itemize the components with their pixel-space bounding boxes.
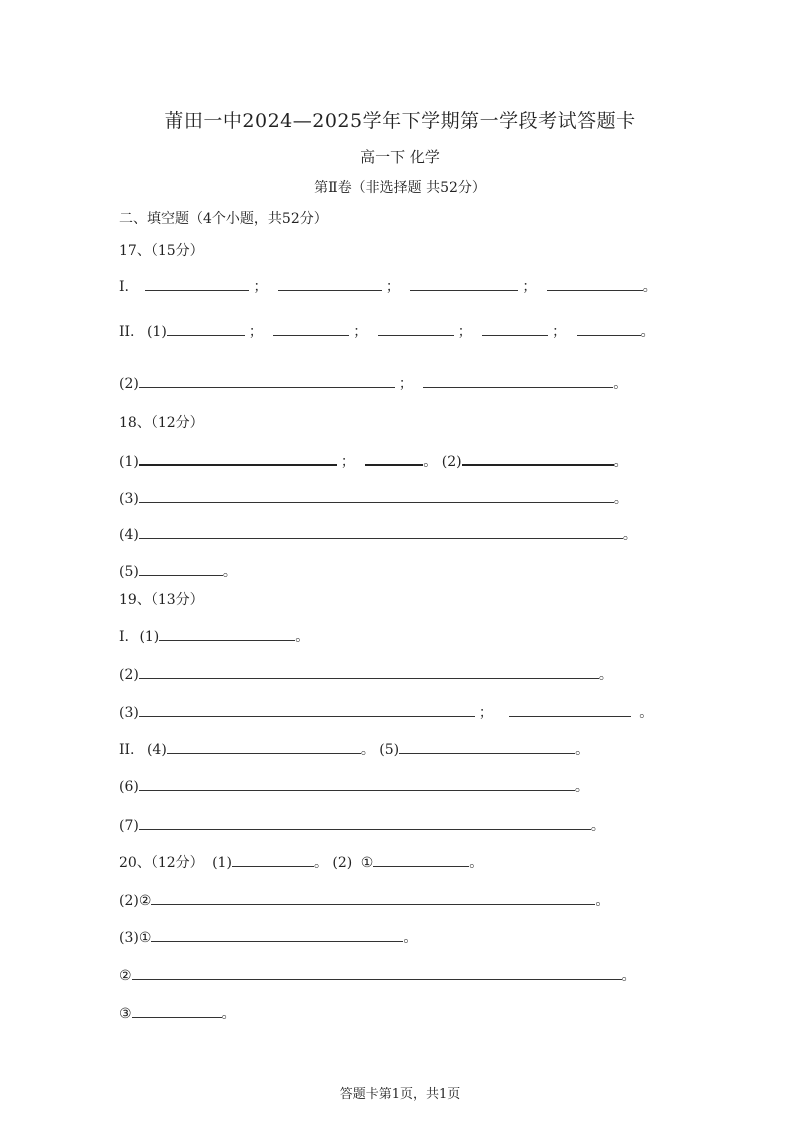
period: 。	[222, 564, 237, 580]
period: 。	[595, 893, 610, 909]
q19-2-blank[interactable]	[139, 664, 599, 679]
q20-first-row	[119, 852, 483, 872]
q17-ii-1-blank-3[interactable]	[378, 321, 454, 336]
q18-1-blank-1[interactable]	[139, 450, 337, 466]
q20-sub2-c2-row	[119, 890, 609, 910]
q17-part1-label: I.	[119, 279, 129, 295]
q19-3-blank-2[interactable]	[509, 702, 631, 717]
q18-sub2-label: (2)	[441, 454, 462, 470]
q19-sub7-row	[119, 815, 605, 835]
q17-part2-row	[119, 321, 655, 341]
q20-sub3-c1-row	[119, 927, 417, 947]
semicolon: ；	[398, 376, 413, 392]
q19-part2-label: II.	[119, 742, 135, 758]
q20-3-2-blank[interactable]	[132, 965, 622, 980]
q19-5-blank[interactable]	[399, 739, 575, 754]
q19-part2-row	[119, 739, 589, 759]
q18-sub5-label: (5)	[119, 564, 139, 580]
q20-3-3-blank[interactable]	[132, 1003, 222, 1018]
page-footer: 答题卡第1页，共1页	[339, 1087, 461, 1102]
q18-sub1-row	[119, 450, 628, 471]
semicolon: ；	[340, 454, 355, 470]
q17-ii-1-blank-1[interactable]	[167, 321, 245, 336]
q20-1-blank[interactable]	[232, 852, 314, 867]
q17-i-blank-2[interactable]	[278, 276, 382, 291]
q17-ii-1-blank-5[interactable]	[577, 321, 641, 336]
period: 。	[574, 779, 589, 795]
semicolon: ；	[353, 324, 368, 340]
q19-sub1-row	[119, 626, 309, 646]
page-subtitle: 高一下 化学	[360, 148, 440, 166]
period: 。	[613, 376, 628, 392]
q20-2-2-blank[interactable]	[151, 890, 595, 905]
q18-sub5-row	[119, 561, 237, 581]
period: 。	[360, 742, 375, 758]
q18-3-blank[interactable]	[139, 488, 614, 503]
semicolon: ；	[522, 279, 537, 295]
semicolon: ；	[478, 705, 493, 721]
period: 。	[642, 279, 657, 295]
period: 。	[590, 818, 605, 834]
q18-sub3-row	[119, 488, 628, 508]
page-title: 莆田一中2024—2025学年下学期第一学段考试答题卡	[164, 110, 636, 132]
q17-ii-1-blank-2[interactable]	[273, 321, 349, 336]
q17-i-blank-3[interactable]	[410, 276, 518, 291]
q17-sub2-row	[119, 373, 627, 393]
period: 。	[313, 855, 328, 871]
q18-sub4-label: (4)	[119, 527, 139, 543]
period: 。	[598, 667, 613, 683]
q20-circle3-label: ③	[119, 1006, 132, 1022]
q20-2-1-blank[interactable]	[373, 852, 469, 867]
q19-sub4-label: (4)	[146, 742, 167, 758]
period: 。	[469, 855, 484, 871]
period: 。	[621, 968, 636, 984]
q20-heading: 20、（12分）	[119, 855, 204, 871]
q19-7-blank[interactable]	[139, 815, 591, 830]
q17-i-blank-4[interactable]	[547, 276, 643, 291]
q19-sub1-label: (1)	[139, 629, 160, 645]
q17-i-blank-1[interactable]	[145, 276, 249, 291]
q18-5-blank[interactable]	[139, 561, 223, 576]
q17-ii-2-blank-1[interactable]	[139, 373, 395, 388]
section-heading: 二、填空题（4个小题，共52分）	[119, 211, 328, 227]
q18-sub4-row	[119, 524, 637, 544]
q19-4-blank[interactable]	[167, 739, 361, 754]
q17-sub2-label: (2)	[119, 376, 139, 392]
q19-sub2-label: (2)	[119, 667, 139, 683]
part-heading: 第Ⅱ卷（非选择题 共52分）	[314, 180, 486, 196]
period: 。	[575, 742, 590, 758]
q19-1-blank[interactable]	[159, 626, 295, 641]
q19-sub5-label: (5)	[379, 742, 400, 758]
q17-part1-row	[119, 276, 657, 296]
q18-sub3-label: (3)	[119, 491, 139, 507]
period: 。	[639, 705, 654, 721]
q17-heading: 17、（15分）	[119, 243, 204, 259]
q20-3-1-blank[interactable]	[151, 927, 403, 942]
q20-c3-row	[119, 1003, 236, 1023]
q19-sub6-label: (6)	[119, 779, 139, 795]
q19-heading: 19、（13分）	[119, 592, 204, 608]
q19-sub3-row	[119, 702, 653, 722]
q19-sub7-label: (7)	[119, 818, 139, 834]
period: 。	[423, 454, 438, 470]
q20-sub1-label: (1)	[212, 855, 232, 871]
q19-part1-label: I.	[119, 629, 129, 645]
q19-sub3-label: (3)	[119, 705, 139, 721]
q19-sub6-row	[119, 776, 589, 796]
q19-3-blank-1[interactable]	[139, 702, 475, 717]
semicolon: ；	[457, 324, 472, 340]
q18-4-blank[interactable]	[139, 524, 623, 539]
q20-sub2-circle1: ①	[360, 855, 374, 871]
q18-sub1-label: (1)	[119, 454, 139, 470]
q20-sub2-label: (2)	[332, 855, 353, 871]
q20-sub3-circle1-label: (3)①	[119, 930, 152, 946]
q18-2-blank[interactable]	[462, 450, 614, 466]
semicolon: ；	[552, 324, 567, 340]
period: 。	[295, 629, 310, 645]
semicolon: ；	[248, 324, 263, 340]
q20-sub2-circle2-label: (2)②	[119, 893, 152, 909]
q17-part2-label: II.	[119, 324, 135, 340]
period: 。	[613, 454, 628, 470]
semicolon: ；	[253, 279, 268, 295]
period: 。	[403, 930, 418, 946]
q17-ii-2-blank-2[interactable]	[423, 373, 613, 388]
period: 。	[622, 527, 637, 543]
period: 。	[640, 324, 655, 340]
q18-1-blank-2[interactable]	[365, 450, 423, 466]
q20-c2-row	[119, 965, 636, 985]
q19-6-blank[interactable]	[139, 776, 575, 791]
q18-heading: 18、（12分）	[119, 415, 204, 431]
semicolon: ；	[385, 279, 400, 295]
q19-sub2-row	[119, 664, 613, 684]
period: 。	[613, 491, 628, 507]
q17-sub1-label: (1)	[146, 324, 167, 340]
period: 。	[221, 1006, 236, 1022]
q17-ii-1-blank-4[interactable]	[482, 321, 548, 336]
q20-circle2-label: ②	[119, 968, 132, 984]
